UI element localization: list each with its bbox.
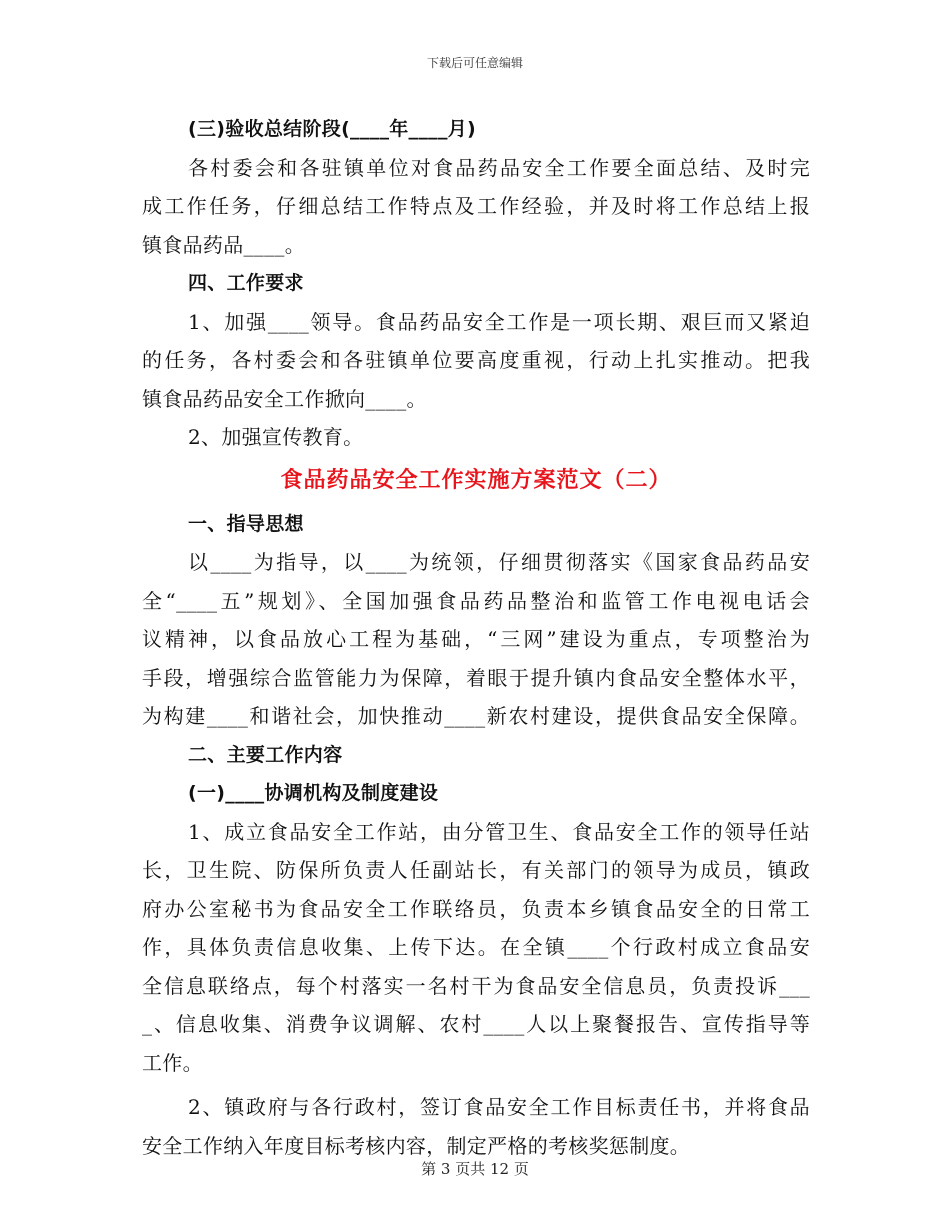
paragraph-line: 镇食品药品____。 (142, 232, 305, 257)
paragraph-line: 全信息联络点，每个村落实一名村干为食品安全信息员，负责投诉___ (142, 973, 810, 998)
paragraph-line: 镇食品药品安全工作掀向____。 (142, 386, 427, 411)
subsection-heading: (一)____协调机构及制度建设 (188, 782, 439, 804)
paragraph-line: 作，具体负责信息收集、上传下达。在全镇____个行政村成立食品安 (142, 935, 810, 959)
paragraph-line: 为构建____和谐社会，加快推动____新农村建设，提供食品安全保障。 (142, 704, 810, 728)
document-title: 食品药品安全工作实施方案范文（二） (280, 467, 672, 493)
paragraph-line: 以____为指导，以____为统领，仔细贯彻落实《国家食品药品安 (188, 550, 810, 574)
section-heading: 一、指导思想 (188, 512, 304, 535)
paragraph-line: 手段，增强综合监管能力为保障，着眼于提升镇内食品安全整体水平， (142, 665, 810, 690)
section-heading: (三)验收总结阶段(____年____月) (188, 118, 477, 140)
page-number: 第 3 页共 12 页 (421, 1160, 529, 1178)
paragraph-line: 安全工作纳入年度目标考核内容，制定严格的考核奖惩制度。 (142, 1133, 691, 1158)
paragraph-line: 全“____五”规划》、全国加强食品药品整治和监管工作电视电话会 (142, 588, 810, 613)
paragraph-line: _、信息收集、消费争议调解、农村____人以上聚餐报告、宣传指导等 (142, 1012, 810, 1036)
paragraph-line: 1、成立食品安全工作站，由分管卫生、食品安全工作的领导任站 (188, 819, 810, 844)
section-heading: 四、工作要求 (188, 272, 304, 294)
paragraph-line: 议精神，以食品放心工程为基础，“三网”建设为重点，专项整治为 (142, 627, 810, 651)
paragraph-line: 2、加强宣传教育。 (188, 425, 364, 449)
paragraph-line: 1、加强____领导。食品药品安全工作是一项长期、艰巨而又紧迫 (188, 309, 810, 334)
header-note: 下载后可任意编辑 (426, 56, 523, 70)
paragraph-line: 府办公室秘书为食品安全工作联络员，负责本乡镇食品安全的日常工 (142, 896, 810, 921)
document-body (142, 110, 810, 1165)
paragraph-line: 工作。 (142, 1050, 203, 1075)
paragraph-line: 长，卫生院、防保所负责人任副站长，有关部门的领导为成员，镇政 (142, 858, 810, 882)
paragraph-line: 各村委会和各驻镇单位对食品药品安全工作要全面总结、及时完 (188, 155, 810, 180)
paragraph-line: 2、镇政府与各行政村，签订食品安全工作目标责任书，并将食品 (188, 1095, 810, 1119)
paragraph-line: 的任务，各村委会和各驻镇单位要高度重视，行动上扎实推动。把我 (142, 348, 810, 372)
paragraph-line: 成工作任务，仔细总结工作特点及工作经验，并及时将工作总结上报 (142, 194, 810, 218)
section-heading: 二、主要工作内容 (188, 743, 343, 766)
